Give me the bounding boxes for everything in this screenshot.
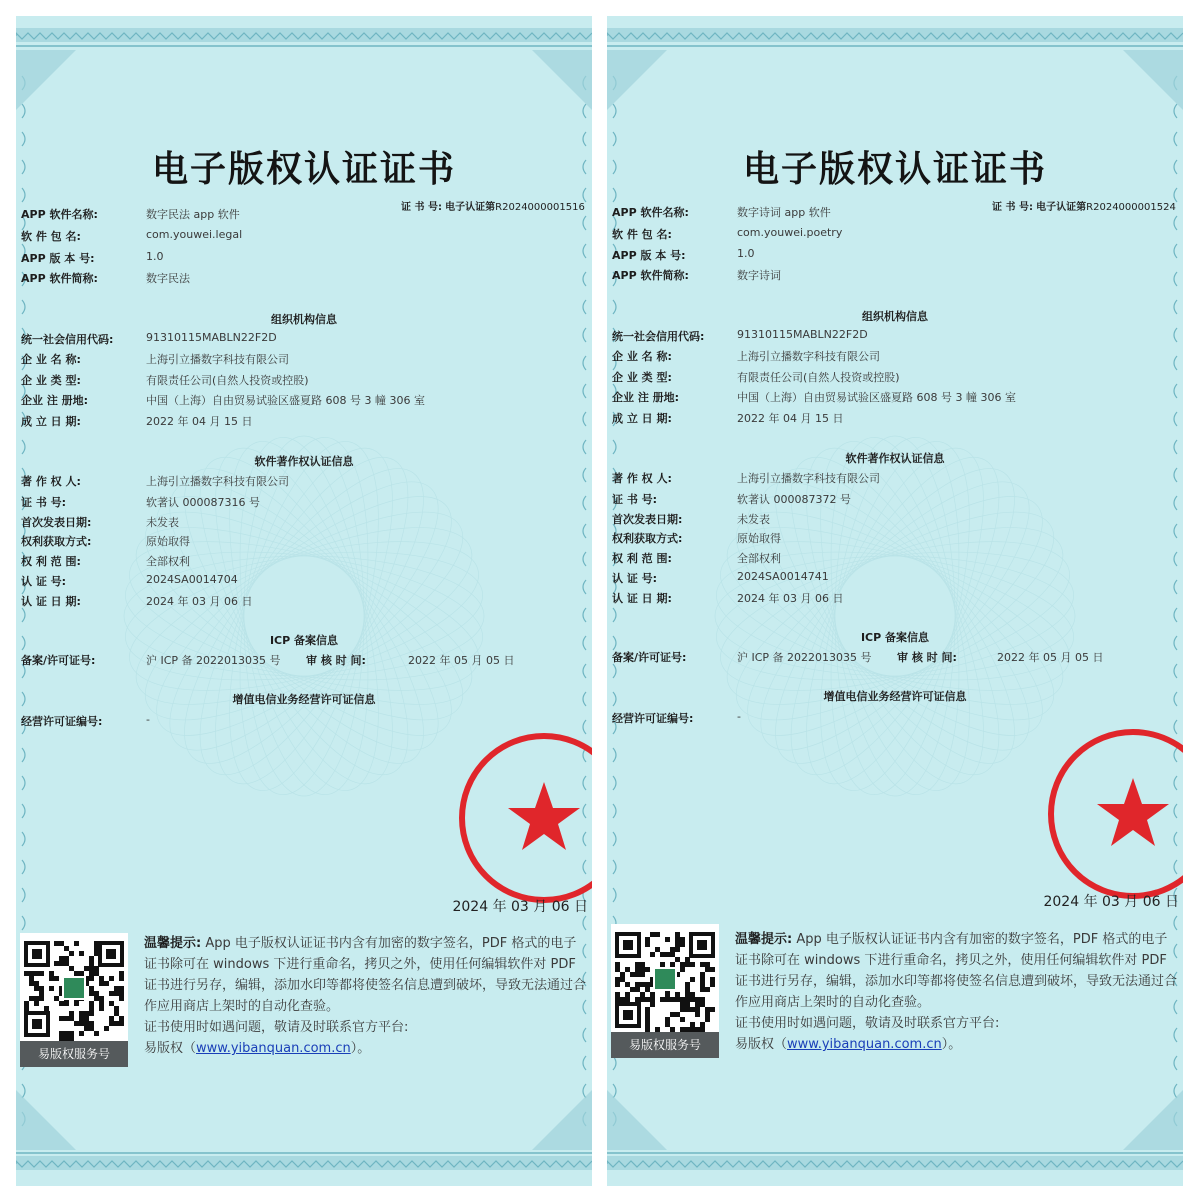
field-label: 企 业 名 称: (21, 353, 81, 366)
section-heading-copyright: 软件著作权认证信息 (845, 452, 945, 465)
field-value: 数字民法 app 软件 (146, 208, 240, 221)
field-value: 未发表 (146, 516, 179, 529)
notice-label: 温馨提示: (144, 936, 202, 951)
certificate-number-value: R2024000001516 (495, 202, 585, 213)
official-seal (1043, 724, 1183, 904)
qr-code-icon (611, 924, 719, 1032)
certificate-right (607, 16, 1183, 1186)
qr-code-icon (20, 933, 128, 1041)
field-value: 未发表 (737, 513, 770, 526)
qr-code[interactable] (20, 933, 128, 1067)
field-value: 上海引立播数字科技有限公司 (146, 475, 289, 488)
field-value: 91310115MABLN22F2D (737, 328, 868, 341)
field-label: 统一社会信用代码: (21, 333, 114, 346)
certificate-title: 电子版权认证证书 (151, 148, 456, 190)
field-label: 统一社会信用代码: (612, 330, 705, 343)
field-value: 软著认 000087372 号 (737, 493, 851, 506)
certificate-number-prefix: 电子认证第 (1036, 202, 1087, 213)
notice-label: 温馨提示: (735, 932, 793, 947)
qr-band-label: 易版权服务号 (20, 1041, 128, 1067)
field-value: 2024SA0014704 (146, 573, 238, 586)
field-value: - (737, 710, 741, 723)
field-label: 权 利 范 围: (21, 555, 81, 568)
section-heading-icp: ICP 备案信息 (860, 631, 930, 644)
field-label: 经营许可证编号: (21, 715, 103, 728)
field-value: 1.0 (737, 247, 755, 260)
section-heading-icp: ICP 备案信息 (269, 634, 339, 647)
platform-suffix: ）。 (941, 1037, 962, 1052)
field-label: 著 作 权 人: (612, 472, 672, 485)
field-value: 2024SA0014741 (737, 570, 829, 583)
platform-link[interactable]: www.yibanquan.com.cn (787, 1037, 942, 1052)
certificate-number-label: 证 书 号: (401, 202, 442, 213)
platform-link[interactable]: www.yibanquan.com.cn (196, 1041, 351, 1056)
section-heading-org: 组织机构信息 (862, 310, 928, 323)
official-seal (454, 728, 592, 908)
field-label: 经营许可证编号: (612, 712, 694, 725)
section-heading-org: 组织机构信息 (271, 313, 337, 326)
field-value: 数字诗词 (737, 269, 781, 282)
field-label: APP 版 本 号: (612, 249, 686, 262)
notice-text (144, 933, 586, 1059)
field-label: 认 证 号: (612, 572, 658, 585)
field-value: 上海引立播数字科技有限公司 (737, 350, 880, 363)
field-value: com.youwei.legal (146, 228, 243, 241)
field-label: 备案/许可证号: (612, 651, 687, 664)
notice-body: App 电子版权认证证书内含有加密的数字签名，PDF 格式的电子证书除可在 windows 下进行重命名，拷贝之外，使用任何编辑软件对 PDF 证书进行另存，编辑，添加水印等都将使签名信息遭到破坏，导致无法通过合作应用商店上架时的自动化查验。 (144, 936, 587, 1014)
field-value: 1.0 (146, 250, 164, 263)
platform-prefix: 易版权（ (735, 1037, 788, 1052)
field-label: 权利获取方式: (612, 532, 683, 545)
field-value: 上海引立播数字科技有限公司 (146, 353, 289, 366)
field-value: 软著认 000087316 号 (146, 496, 260, 509)
field-value: 全部权利 (737, 552, 781, 565)
field-value: 2024 年 03 月 06 日 (146, 595, 253, 608)
certificate-number (992, 198, 1176, 213)
field-value: 2022 年 04 月 15 日 (737, 412, 844, 425)
notice-text (735, 929, 1177, 1055)
section-heading-vat: 增值电信业务经营许可证信息 (232, 693, 376, 706)
certificate-title: 电子版权认证证书 (742, 148, 1047, 190)
field-value: 中国（上海）自由贸易试验区盛夏路 608 号 3 幢 306 室 (146, 394, 425, 407)
issue-date: 2024 年 03 月 06 日 (1043, 894, 1179, 910)
platform-suffix: ）。 (350, 1041, 371, 1056)
field-value: 数字诗词 app 软件 (737, 206, 831, 219)
field-value: 沪 ICP 备 2022013035 号 (146, 654, 281, 667)
certificate-number-value: R2024000001524 (1086, 202, 1176, 213)
review-time-label: 审 核 时 间: (897, 651, 957, 664)
field-label: 企 业 名 称: (612, 350, 672, 363)
field-value: 2024 年 03 月 06 日 (737, 592, 844, 605)
review-time-value: 2022 年 05 月 05 日 (408, 654, 515, 667)
field-value: 原始取得 (737, 532, 781, 545)
field-label: 企 业 类 型: (612, 371, 672, 384)
issue-date: 2024 年 03 月 06 日 (452, 899, 588, 915)
field-value: 全部权利 (146, 555, 190, 568)
field-value: 2022 年 04 月 15 日 (146, 415, 253, 428)
field-value: 有限责任公司(自然人投资或控股) (737, 371, 900, 384)
qr-band-label: 易版权服务号 (611, 1032, 719, 1058)
field-label: APP 版 本 号: (21, 252, 95, 265)
field-label: APP 软件名称: (612, 206, 689, 219)
field-value: 中国（上海）自由贸易试验区盛夏路 608 号 3 幢 306 室 (737, 391, 1016, 404)
field-value: 有限责任公司(自然人投资或控股) (146, 374, 309, 387)
field-label: 成 立 日 期: (612, 412, 672, 425)
field-label: 著 作 权 人: (21, 475, 81, 488)
field-label: 证 书 号: (21, 496, 67, 509)
field-label: 认 证 日 期: (21, 595, 81, 608)
field-value: com.youwei.poetry (737, 226, 843, 239)
field-value: 数字民法 (146, 272, 190, 285)
field-label: 成 立 日 期: (21, 415, 81, 428)
field-value: 上海引立播数字科技有限公司 (737, 472, 880, 485)
section-heading-copyright: 软件著作权认证信息 (254, 455, 354, 468)
notice-contact: 证书使用时如遇问题，敬请及时联系官方平台: (735, 1016, 1000, 1031)
field-label: 证 书 号: (612, 493, 658, 506)
certificate-number (401, 198, 585, 213)
field-label: APP 软件简称: (21, 272, 98, 285)
field-label: 软 件 包 名: (612, 228, 672, 241)
certificate-left (16, 16, 592, 1186)
field-label: 企业 注 册地: (612, 391, 680, 404)
field-value: 91310115MABLN22F2D (146, 331, 277, 344)
review-time-value: 2022 年 05 月 05 日 (997, 651, 1104, 664)
field-value: 原始取得 (146, 535, 190, 548)
notice-body: App 电子版权认证证书内含有加密的数字签名，PDF 格式的电子证书除可在 windows 下进行重命名，拷贝之外，使用任何编辑软件对 PDF 证书进行另存，编辑，添加水印等都将使签名信息遭到破坏，导致无法通过合作应用商店上架时的自动化查验。 (735, 932, 1178, 1010)
field-value: - (146, 713, 150, 726)
field-label: 备案/许可证号: (21, 654, 96, 667)
field-label: 权 利 范 围: (612, 552, 672, 565)
field-label: APP 软件名称: (21, 208, 98, 221)
field-label: 首次发表日期: (612, 513, 683, 526)
certificate-number-prefix: 电子认证第 (445, 202, 496, 213)
field-label: 企业 注 册地: (21, 394, 89, 407)
review-time-label: 审 核 时 间: (306, 654, 366, 667)
field-label: 认 证 号: (21, 575, 67, 588)
platform-prefix: 易版权（ (144, 1041, 197, 1056)
field-label: 软 件 包 名: (21, 230, 81, 243)
field-label: APP 软件简称: (612, 269, 689, 282)
field-label: 权利获取方式: (21, 535, 92, 548)
section-heading-vat: 增值电信业务经营许可证信息 (823, 690, 967, 703)
notice-contact: 证书使用时如遇问题，敬请及时联系官方平台: (144, 1020, 409, 1035)
qr-code[interactable] (611, 924, 719, 1058)
field-label: 首次发表日期: (21, 516, 92, 529)
field-label: 企 业 类 型: (21, 374, 81, 387)
field-value: 沪 ICP 备 2022013035 号 (737, 651, 872, 664)
field-label: 认 证 日 期: (612, 592, 672, 605)
certificate-number-label: 证 书 号: (992, 202, 1033, 213)
